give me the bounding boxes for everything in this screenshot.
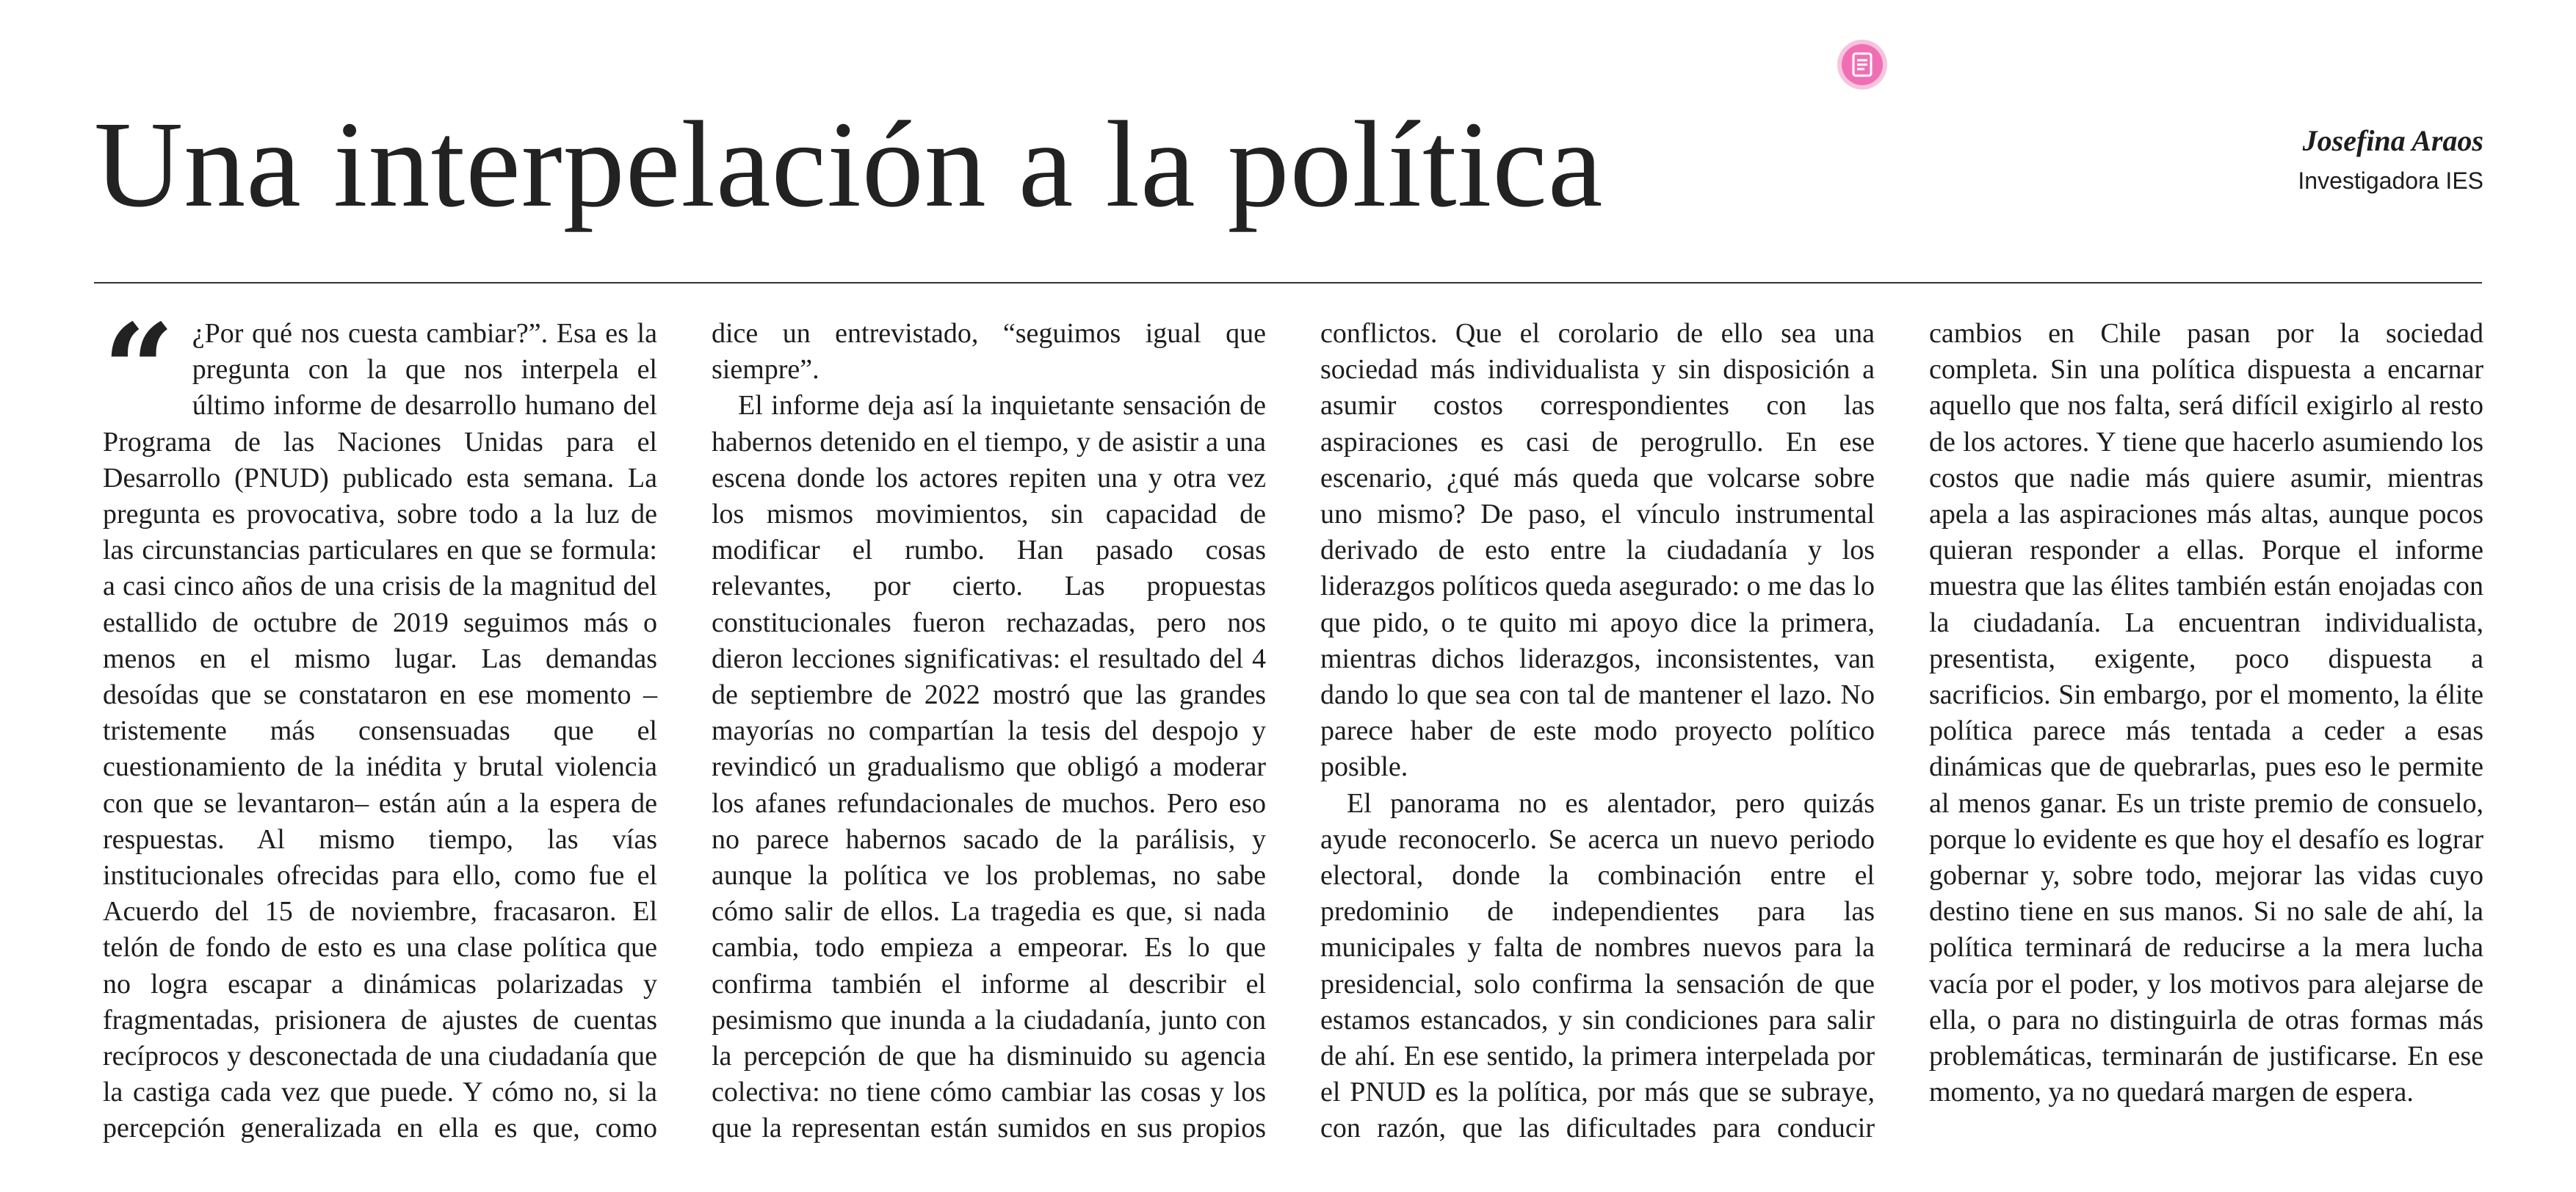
author-role: Investigadora IES bbox=[2298, 167, 2483, 194]
article-paragraph: El informe deja así la inquietante sensación de habernos detenido en el tiempo, y de asistir a una escena donde los actores repiten una y otra vez los mismos movimientos, sin capacidad de modificar el rumbo. Han pasado cosas relevantes, por cierto. Las propuestas constitucionales fueron rechazadas, pero nos dieron lecciones significativas: el resultado del 4 de septiembre de 2022 mostró que las grandes mayorías no compartían la tesis del despojo y revindicó un gradualismo que obligó a moderar los afanes refundacionales de muchos. Pero eso no parece habernos sacado de la parálisis, y aunque la política ve los problemas, no sabe cómo salir de ellos. La tragedia es que, si nada cambia, todo empieza a empeorar. Es lo que confirma también el informe al describir el pesimismo que inunda a la ciudadanía, junto con la percepción de que ha disminuido su agencia colectiva: no tiene cómo cambiar las cosas y los que la representan están sumidos en sus propios conflictos. Que el corolario de ello sea una sociedad más individualista y sin disposición a asumir costos correspondientes con las aspiraciones es casi de perogrullo. En ese escenario, ¿qué más queda que volcarse sobre uno mismo? De paso, el vínculo instrumental derivado de esto entre la ciudadanía y los liderazgos políticos queda asegurado: o me das lo que pido, o te quito mi apoyo dice la primera, mientras dichos liderazgos, inconsistentes, van dando lo que sea con tal de mantener el lazo. No parece haber de este modo proyecto político posible. bbox=[712, 318, 1875, 1144]
article-paragraph: ¿Por qué nos cuesta cambiar?”. Esa es la pregunta con la que nos interpela el último informe de desarrollo humano del Programa de las Naciones Unidas para el Desarrollo (PNUD) publicado esta semana. La pregunta es provocativa, sobre todo a la luz de las circunstancias particulares en que se formula: a casi cinco años de una crisis de la magnitud del estallido de octubre de 2019 seguimos más o menos en el mismo lugar. Las demandas desoídas que se constataron en ese momento –tristemente más consensuadas que el cuestionamiento de la inédita y brutal violencia con que se levantaron– están aún a la espera de respuestas. Al mismo tiempo, las vías institucionales ofrecidas para ello, como fue el Acuerdo del 15 de noviembre, fracasaron. El telón de fondo de esto es una clase política que no logra escapar a dinámicas polarizadas y fragmentadas, prisionera de ajustes de cuentas recíprocos y desconectada de una ciudadanía que la castiga cada vez que puede. Y cómo no, si la percepción generalizada en ella es que, como dice un entrevistado, “seguimos igual que siempre”. bbox=[103, 318, 1266, 1144]
article-paragraph: El panorama no es alentador, pero quizás ayude reconocerlo. Se acerca un nuevo periodo electoral, donde la combinación entre el predominio de independientes para las municipales y falta de nombres nuevos para la presidencial, solo confirma la sensación de que estamos estancados, y sin condiciones para salir de ahí. En ese sentido, la primera interpelada por el PNUD es la política, por más que se subraye, con razón, que las dificultades para conducir cambios en Chile pasan por la sociedad completa. Sin una política dispuesta a encarnar aquello que nos falta, será difícil exigirlo al resto de los actores. Y tiene que hacerlo asumiendo los costos que nadie más quiere asumir, mientras apela a las aspiraciones más altas, aunque pocos quieran responder a ellas. Porque el informe muestra que las élites también están enojadas con la ciudadanía. La encuentran individualista, presentista, exigente, poco dispuesta a sacrificios. Sin embargo, por el momento, la élite política parece más tentada a ceder a esas dinámicas que de quebrarlas, pues eso le permite al menos ganar. Es un triste premio de consuelo, porque lo evidente es que hoy el desafío es lograr gobernar y, sobre todo, mejorar las vidas cuyo destino tiene en sus manos. Si no sale de ahí, la política terminará de reducirse a la mera lucha vacía por el poder, y los motivos para alejarse de ella, o para no distinguirla de otras formas más problemáticas, terminarán de justificarse. En ese momento, ya no quedará margen de espera. bbox=[1320, 318, 2483, 1144]
author-name: Josefina Araos bbox=[2302, 124, 2483, 157]
article-title: Una interpelación a la política bbox=[94, 96, 1604, 233]
document-icon[interactable] bbox=[1842, 44, 1883, 85]
article-body bbox=[103, 297, 2483, 1153]
byline bbox=[2298, 123, 2483, 198]
opening-quote-mark: “ bbox=[103, 297, 175, 444]
header-divider bbox=[94, 282, 2482, 283]
document-icon-glyph bbox=[1851, 52, 1873, 77]
